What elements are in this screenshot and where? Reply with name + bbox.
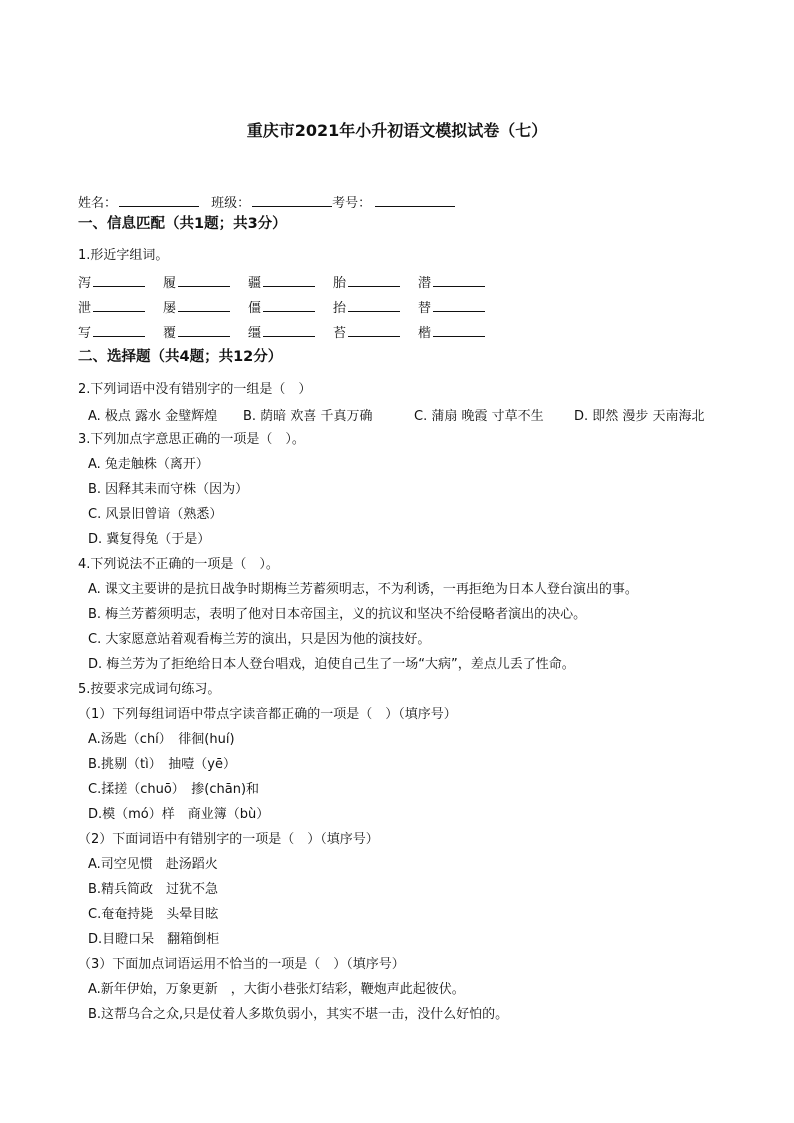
char: 泄 (78, 301, 92, 316)
char: 胎 (333, 276, 347, 291)
q5-sub3-option-b[interactable]: B.这帮乌合之众,只是仗着人多欺负弱小，其实不堪一击，没什么好怕的。 (88, 1007, 509, 1022)
question-3-stem: 3.下列加点字意思正确的一项是（ ）。 (78, 432, 305, 447)
char: 缰 (248, 326, 262, 341)
answer-blank[interactable] (178, 322, 230, 337)
page-title: 重庆市2021年小升初语文模拟试卷（七） (246, 121, 548, 140)
question-3-option-a[interactable]: A. 兔走触株（离开） (88, 457, 209, 472)
answer-blank[interactable] (93, 297, 145, 312)
grid-cell (78, 297, 145, 316)
answer-blank[interactable] (263, 272, 315, 287)
question-2-stem: 2.下列词语中没有错别字的一组是（ ） (78, 382, 312, 397)
grid-cell (333, 272, 400, 291)
answer-blank[interactable] (178, 272, 230, 287)
question-4-option-d[interactable]: D. 梅兰芳为了拒绝给日本人登台唱戏，迫使自己生了一场“大病”，差点儿丢了性命。 (88, 657, 575, 672)
q5-sub1-option-d[interactable]: D.模（mó）样 商业簿（bù） (88, 807, 270, 822)
char: 履 (163, 276, 177, 291)
name-blank[interactable] (119, 192, 199, 207)
answer-blank[interactable] (348, 297, 400, 312)
number-blank[interactable] (375, 192, 455, 207)
q5-sub2-option-a[interactable]: A.司空见惯 赴汤蹈火 (88, 857, 218, 872)
answer-blank[interactable] (263, 322, 315, 337)
q5-sub1-option-b[interactable]: B.挑剔（tì） 抽噎（yē） (88, 757, 236, 772)
number-label: 考号： (332, 196, 372, 211)
grid-cell (163, 272, 230, 291)
name-label: 姓名： (78, 196, 118, 211)
grid-cell (333, 322, 400, 341)
char: 疆 (248, 276, 262, 291)
answer-blank[interactable] (93, 272, 145, 287)
q5-sub2-option-d[interactable]: D.目瞪口呆 翻箱倒柜 (88, 932, 220, 947)
option-c[interactable]: C. 蒲扇 晚霞 寸草不生 (414, 409, 544, 424)
student-info-line (78, 192, 455, 211)
question-5-stem: 5.按要求完成词句练习。 (78, 682, 221, 697)
grid-cell (418, 272, 485, 291)
q5-sub2-option-b[interactable]: B.精兵简政 过犹不急 (88, 882, 219, 897)
answer-blank[interactable] (433, 322, 485, 337)
option-d[interactable]: D. 即然 漫步 天南海北 (574, 409, 705, 424)
section-heading-1: 一、信息匹配（共1题；共3分） (78, 216, 287, 232)
question-5-sub3-stem: （3）下面加点词语运用不恰当的一项是（ ）（填序号） (78, 957, 405, 972)
question-5-sub1-stem: （1）下列每组词语中带点字读音都正确的一项是（ ）（填序号） (78, 707, 457, 722)
char: 抬 (333, 301, 347, 316)
answer-blank[interactable] (433, 297, 485, 312)
question-4-stem: 4.下列说法不正确的一项是（ ）。 (78, 557, 279, 572)
question-5-sub2-stem: （2）下面词语中有错别字的一项是（ ）（填序号） (78, 832, 379, 847)
grid-cell (248, 272, 315, 291)
question-3-option-b[interactable]: B. 因释其耒而守株（因为） (88, 482, 249, 497)
answer-blank[interactable] (433, 272, 485, 287)
q5-sub3-option-a[interactable]: A.新年伊始，万象更新 ，大街小巷张灯结彩，鞭炮声此起彼伏。 (88, 982, 465, 997)
question-4-option-c[interactable]: C. 大家愿意站着观看梅兰芳的演出，只是因为他的演技好。 (88, 632, 431, 647)
question-3-option-c[interactable]: C. 风景旧曾谙（熟悉） (88, 507, 223, 522)
answer-blank[interactable] (348, 322, 400, 337)
grid-cell (78, 322, 145, 341)
class-blank[interactable] (252, 192, 332, 207)
grid-cell (248, 322, 315, 341)
char: 覆 (163, 326, 177, 341)
grid-cell (418, 322, 485, 341)
grid-cell (333, 297, 400, 316)
question-1-stem: 1.形近字组词。 (78, 248, 169, 263)
char: 潜 (418, 276, 432, 291)
grid-cell (163, 297, 230, 316)
char: 屡 (163, 301, 177, 316)
char: 替 (418, 301, 432, 316)
question-3-option-d[interactable]: D. 冀复得兔（于是） (88, 532, 211, 547)
char: 写 (78, 326, 92, 341)
answer-blank[interactable] (93, 322, 145, 337)
q5-sub2-option-c[interactable]: C.奄奄持毙 头晕目眩 (88, 907, 219, 922)
answer-blank[interactable] (348, 272, 400, 287)
q5-sub1-option-a[interactable]: A.汤匙（chí） 徘徊(huí) (88, 732, 235, 747)
question-2-options (88, 405, 705, 424)
char: 苔 (333, 326, 347, 341)
q5-sub1-option-c[interactable]: C.揉搓（chuō） 掺(chān)和 (88, 782, 260, 797)
grid-cell (248, 297, 315, 316)
grid-cell (418, 297, 485, 316)
section-heading-2: 二、选择题（共4题；共12分） (78, 349, 283, 365)
grid-cell (78, 272, 145, 291)
class-label: 班级： (211, 196, 251, 211)
question-4-option-b[interactable]: B. 梅兰芳蓄须明志，表明了他对日本帝国主，义的抗议和坚决不给侵略者演出的决心。 (88, 607, 587, 622)
grid-cell (163, 322, 230, 341)
answer-blank[interactable] (263, 297, 315, 312)
answer-blank[interactable] (178, 297, 230, 312)
char: 泻 (78, 276, 92, 291)
question-4-option-a[interactable]: A. 课文主要讲的是抗日战争时期梅兰芳蓄须明志，不为利诱，一再拒绝为日本人登台演出的事。 (88, 582, 638, 597)
option-b[interactable]: B. 荫暗 欢喜 千真万确 (243, 409, 373, 424)
char: 楷 (418, 326, 432, 341)
char: 僵 (248, 301, 262, 316)
option-a[interactable]: A. 极点 露水 金璧辉煌 (88, 409, 218, 424)
